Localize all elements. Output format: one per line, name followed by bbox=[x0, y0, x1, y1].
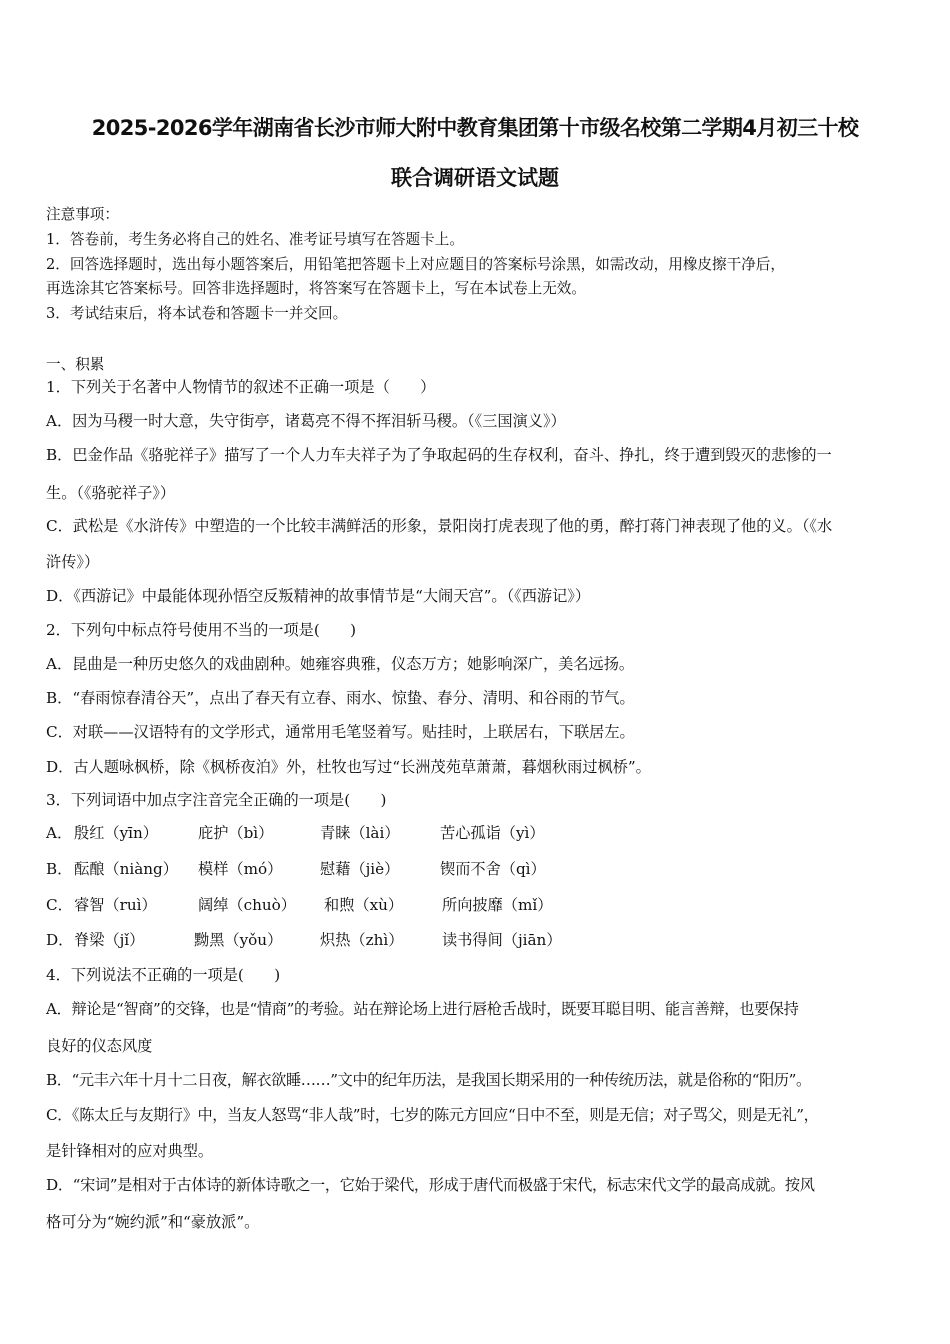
q4-option-b: B．“元丰六年十月十二日夜，解衣欲睡……”文中的纪年历法，是我国长期采用的一种传统历法，就是俗称的“阳历”。 bbox=[46, 1071, 811, 1089]
q4-option-d: D．“宋词”是相对于古体诗的新体诗歌之一，它始于梁代，形成于唐代而极盛于宋代，标志宋代文学的最高成就。按风 bbox=[46, 1176, 815, 1194]
q3-stem: 3．下列词语中加点字注音完全正确的一项是( ) bbox=[46, 791, 387, 809]
q4-stem: 4．下列说法不正确的一项是( ) bbox=[46, 966, 281, 984]
q2-stem: 2．下列句中标点符号使用不当的一项是( ) bbox=[46, 621, 357, 639]
option-label: A． bbox=[46, 824, 73, 842]
exam-title-line-2: 联合调研语文试题 bbox=[391, 166, 559, 190]
q2-option-a: A．昆曲是一种历史悠久的戏曲剧种。她雍容典雅，仪态万方；她影响深广，美名远扬。 bbox=[46, 655, 635, 673]
q4-option-a-cont: 良好的仪态风度 bbox=[46, 1037, 153, 1055]
q1-option-d: D．《西游记》中最能体现孙悟空反叛精神的故事情节是“大闹天宫”。（《西游记》） bbox=[46, 587, 591, 605]
q3-d-word-1: 脊梁（jǐ） bbox=[74, 931, 145, 949]
notice-heading: 注意事项： bbox=[46, 206, 119, 223]
q1-option-b-cont: 生。（《骆驼祥子》） bbox=[46, 484, 176, 502]
q4-option-c: C．《陈太丘与友期行》中，当友人怒骂“非人哉”时，七岁的陈元方回应“日中不至，则是无信；对子骂父，则是无礼”， bbox=[46, 1106, 819, 1124]
option-label: C． bbox=[46, 896, 73, 914]
q1-option-b: B．巴金作品《骆驼祥子》描写了一个人力车夫祥子为了争取起码的生存权利，奋斗、挣扎，终于遭到毁灭的悲惨的一 bbox=[46, 446, 832, 464]
q3-c-word-2: 阔绰（chuò） bbox=[198, 896, 296, 914]
q4-option-d-cont: 格可分为“婉约派”和“豪放派”。 bbox=[46, 1213, 260, 1231]
q3-a-word-4: 苦心孤诣（yì） bbox=[440, 824, 545, 842]
q3-a-word-1: 殷红（yīn） bbox=[74, 824, 158, 842]
notice-item-2-cont: 再选涂其它答案标号。回答非选择题时，将答案写在答题卡上，写在本试卷上无效。 bbox=[46, 280, 586, 297]
q1-option-a: A．因为马稷一时大意，失守街亭，诸葛亮不得不挥泪斩马稷。（《三国演义》） bbox=[46, 412, 566, 430]
q2-option-b: B．“春雨惊春清谷天”，点出了春天有立春、雨水、惊蛰、春分、清明、和谷雨的节气。 bbox=[46, 689, 635, 707]
q3-a-word-2: 庇护（bì） bbox=[198, 824, 274, 842]
q3-b-word-4: 锲而不舍（qì） bbox=[440, 860, 546, 878]
q2-option-d: D．古人题咏枫桥，除《枫桥夜泊》外，杜牧也写过“长洲茂苑草萧萧，暮烟秋雨过枫桥”。 bbox=[46, 758, 651, 776]
q3-c-word-1: 睿智（ruì） bbox=[74, 896, 157, 914]
option-label: D． bbox=[46, 931, 74, 949]
q4-option-c-cont: 是针锋相对的应对典型。 bbox=[46, 1142, 214, 1160]
q3-d-word-2: 黝黑（yǒu） bbox=[194, 931, 283, 949]
q3-b-word-1: 酝酿（niàng） bbox=[74, 860, 178, 878]
q3-d-word-3: 炽热（zhì） bbox=[320, 931, 404, 949]
q1-option-c-cont: 浒传》） bbox=[46, 553, 100, 571]
notice-item-2: 2．回答选择题时，选出每小题答案后，用铅笔把答题卡上对应题目的答案标号涂黑，如需改动，用橡皮擦干净后， bbox=[46, 256, 785, 273]
exam-title-line-1: 2025-2026学年湖南省长沙市师大附中教育集团第十市级名校第二学期4月初三十校 bbox=[91, 116, 859, 140]
q3-c-word-3: 和煦（xù） bbox=[324, 896, 404, 914]
q1-stem: 1．下列关于名著中人物情节的叙述不正确一项是（ ） bbox=[46, 378, 436, 396]
section-heading: 一、积累 bbox=[46, 356, 105, 373]
notice-item-3: 3．考试结束后，将本试卷和答题卡一并交回。 bbox=[46, 305, 348, 322]
q2-option-c: C．对联——汉语特有的文学形式，通常用毛笔竖着写。贴挂时，上联居右，下联居左。 bbox=[46, 723, 635, 741]
q4-option-a: A．辩论是“智商”的交锋，也是“情商”的考验。站在辩论场上进行唇枪舌战时，既要耳聪目明、能言善辩，也要保持 bbox=[46, 1000, 799, 1018]
option-label: B． bbox=[46, 860, 73, 878]
q1-option-c: C．武松是《水浒传》中塑造的一个比较丰满鲜活的形象，景阳岗打虎表现了他的勇，醉打蒋门神表现了他的义。（《水 bbox=[46, 517, 833, 535]
q3-c-word-4: 所向披靡（mǐ） bbox=[442, 896, 553, 914]
q3-a-word-3: 青睐（lài） bbox=[320, 824, 400, 842]
q3-b-word-3: 慰藉（jiè） bbox=[320, 860, 400, 878]
q3-d-word-4: 读书得间（jiān） bbox=[442, 931, 562, 949]
notice-item-1: 1．答卷前，考生务必将自己的姓名、准考证号填写在答题卡上。 bbox=[46, 231, 464, 248]
q3-b-word-2: 模样（mó） bbox=[198, 860, 283, 878]
